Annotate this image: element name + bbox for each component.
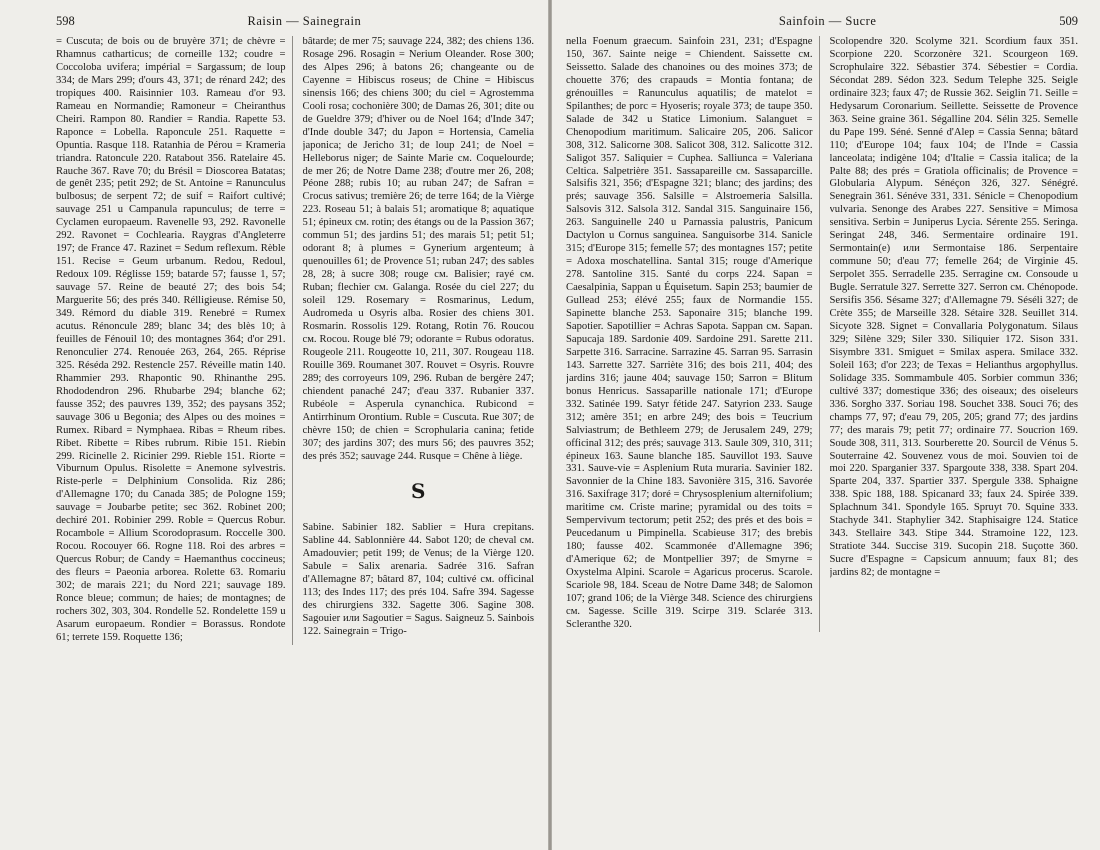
- right-page-header: [566, 14, 1078, 36]
- right-running-title: Sainfoin — Sucre: [778, 14, 877, 28]
- left-column-1: [56, 36, 293, 645]
- left-running-title: Raisin — Sainegrain: [247, 14, 362, 28]
- right-column-1-text: nella Foenum graecum. Sainfoin 231, 231; d'Espagne 150, 367. Sainte neige = Chiendent. Saissette cм. Seissetto. Salade des chanoines ou des moines 373; de chouette 376; des crapauds = Montia fontana; de grénouilles = Ranunculus aquatilis; de matelot = Spilanthes; de porc = Hyoseris; royale 373; de taupe 350. Salade de 342 u Statice Limonium. Salanguet = Chenopodium maritimum. Salicaire 205, 206. Salicor 308, 312. Salicorne 308. Salicot 308, 312. Salicotte 312. Saligot 357. Saliquier = Cuphea. Salliunca = Valeriana Celtica. Salpetrière 351. Sassapareille cм. Sassaparcille. Salsifis 321, 356; d'Espagne 321; blanc; des jardins; des prés; sauvage 356. Salsille = Alstroemeria Salsilla. Salsovis 312. Salsola 312. Sandal 315. Sanguinaire 156, 263. Sanguinelle 240 u Parnassia palustris, Panicum Dactylon u Cornus sanguinea. Sanguisorbe 314. Sanicle 315; d'Europe 315; femelle 57; des montagnes 157; petite = Adoxa moschatellina. Santal 315; rouge d'Amerique 278. Santoline 315. Santé du corps 224. Sapan = Caesalpinia, Sappan u Équisetum. Sapin 253; baumier de Gullead 253; élévé 255; faux de Normandie 155. Sapinette blanche 253. Saponaire 315; blanche 199. Sapotier. Sapotillier = Achras Sapota. Sappan cм. Sapan. Sapucaja 189. Sardonie 409. Sardoine 291. Sarette 211. Sarpette 316. Sarracine. Sarrazine 45. Sarran 95. Sarrasin 143. Sarrette 327. Sarriète 316; des bois 211, 404; des jardins 316; jaune 404; sauvage 150; Sarron = Blitum bonus Henricus. Sassaparille nationale 171; d'Europe 332. Satinée 199. Satyr fétide 247. Satyrion 233. Sauge 312; amère 351; en arbre 249; des bois = Teucrium Salviastrum; de Bethleem 279; de Jerusalem 249, 279; officinal 312; des prés; sauvage 313. Saule 309, 310, 311; épineux 163. Saune blanche 185. Sauvillot 193. Sauve 331. Sauve-vie = Asplenium Ruta muraria. Savinier 182. Savonnier de la Chine 183. Savonière 315, 316. Savorée 316. Saxifrage 317; doré = Chrysosplenium alternifolium; maritime cм. Criste marine; pyramidal ou des toits = Sempervivum tectorum; petit 252; des prés et des bois = Peucedanum u Pimpinella. Scabieuse 317; des brebis 180; fausse 402. Scammonée d'Allemagne 396; d'Amerique 62; de Montpellier 397; de Smyrne = Oxystelma Alpini. Scarole = Agaricus procerus. Scarole. Scariole 98, 184. Sceau de Notre Dame 348; de Salomon 107; grand 106; de la Vièrge 348. Science des chirurgiens cм. Sagesse. Scille 319. Scirpe 319. Sclarée 313. Scleranthe 320.: [566, 36, 813, 630]
- left-column-2: [303, 36, 534, 645]
- left-page: [0, 0, 548, 850]
- right-page-number: 509: [1059, 14, 1078, 28]
- left-page-number: 598: [56, 14, 75, 28]
- right-page: [552, 0, 1100, 850]
- section-letter-heading: S: [411, 479, 426, 504]
- left-column-1-text: = Cuscuta; de bois ou de bruyère 371; de chèvre = Rhamnus catharticus; de corneille 132; coudre = Coccoloba uvifera; impérial = Sargassum; de loup 334; de Mars 299; d'ours 43, 371; de rénard 242; des tropiques 400. Raisinnier 103. Rameau d'or 93. Rameau en Normandie; Ramoneur = Cheiranthus Cheiri. Rampon 80. Randier = Randia. Rapette 53. Raponce = Lobella. Raponcule 251. Raquette = Opuntia. Rasque 118. Ratanhia de Pérou = Krameria triandra. Ratoncule 220. Ratabout 356. Ratelaire 45. Rauche 367. Rave 70; du Brésil = Dioscorea Batatas; de genêt 235; petit 292; de St. Antoine = Ranunculus bulbosus; de serpent 72; de suif = Raifort cultivé; sauvage 251 u Campanula rapunculus; de terre = Cyclamen europaeum. Ravenelle 93, 292. Ravonelle 292. Ravonet = Cochlearia. Raygras d'Angleterre 197; de France 47. Razinet = Sedum reflexum. Rèble 151. Recise = Geum urbanum. Redou, Redoul, Redoux 109. Réglisse 159; batarde 57; fausse 1, 57; sauvage 57. Reine de beauté 27; des bois 54; Marguerite 56; des prés 340. Rélligieuse. Rémise 50, 349. Rémord du diable 319. Renebré = Rumex acutus. Rénoncule 289; blanc 34; des blès 10; à feuilles de Fénouil 10; des montagnes 364; d'or 291. Renonculier 274. Renouée 263, 264, 265. Réprise 325. Réséda 292. Restencle 257. Réveille matin 140. Rhammier 293. Rhapontic 90. Rhinanthe 295. Rhododendron 296. Rhubarbe 294; blanche 62; fausse 352; des pauvres 139, 352; des paysans 352; sauvage 306 u Begonia; des Alpes ou des moines = Rumex. Ribard = Nymphaea. Ribas = Rheum ribes. Ribet. Ribette = Ribes rubrum. Ribie 151. Riebin 299. Ricinelle 2. Ricinier 299. Rieble 151. Riorte = Viburnum Opulus. Risolette = Anemone sylvestris. Riste-perle = Delphinium Consolida. Riz 286; d'Allemagne 170; du Canada 385; de Pologne 159; sauvage = Joubarbe petite; sec 362. Robinet 200; dechiré 201. Robinier 299. Roble = Quercus Robur. Rocambole = Allium Scorodoprasum. Roccelle 300. Rocou. Rocouyer 66. Rogne 118. Roi des arbres = Quercus Robur; de Candy = Haemanthus coccineus; des fleurs = Paeonia arborea. Rolette 63. Romariu 302; de marais 221; du Nord 221; sauvage 189. Ronce bleue; commun; de haies; de montagnes; de rochers 302, 303, 304. Rondelle 52. Rondelette 159 u Asarum europaeum. Rondier = Borassus. Rondote 61; terrete 159. Roquette 136;: [56, 36, 286, 643]
- left-page-header: [56, 14, 534, 36]
- left-page-columns: [56, 36, 534, 645]
- right-page-columns: [566, 36, 1078, 632]
- right-column-2: [830, 36, 1079, 632]
- right-column-2-text: Scolopendre 320. Scolyme 321. Scordium faux 351. Scorpione 220. Scorzonère 321. Scourgeon 169. Scrophulaire 322. Sébastier 374. Sébestier = Cordia. Sécondat 289. Sédon 323. Sedum Telephe 325. Seigle ordinaire 323; faux 47; de Russie 362. Seiglin 71. Seille = Hedysarum Coronarium. Seillette. Seissette de Provence 363. Seine graine 361. Ségalline 204. Sélin 325. Semelle du Pape 199. Séné. Senné d'Alep = Cassia Senna; bâtard 110; d'Europe 104; faux 104; de l'Inde = Cassia lanceolata; indigène 104; d'Italie = Cassia italica; de la Palte 88; des prés = Gratiola officinalis; de Provence = Globularia Alypum. Sénéçon 326, 327. Sénégré. Senegrain 361. Sénéve 331, 331. Sénicle = Chenopodium vulvaria. Senonge des Arabes 227. Sensitive = Mimosa sensitiva. Serbin = Juniperus Lycia. Sérente 255. Seringa. Seringat 248, 346. Sermentaire ordinaire 191. Sermontain(e) или Sermontaise 186. Serpentaire commune 50; d'eau 77; femelle 264; de Virginie 45. Serpolet 355. Serradelle 235. Serragine cм. Consoude u Bugle. Serratule 327. Serrette 327. Serron cм. Chénopode. Sersifis 356. Sésame 327; d'Allemagne 79. Séséli 327; de Crète 355; de Marseille 328. Sétaire 328. Seuillet 314. Sicyote 328. Signet = Convallaria Polygonatum. Silaus 329; Silène 329; Siler 330. Siliquier 172. Sison 331. Sisymbre 331. Smiguet = Smilax aspera. Smilace 332. Soleil 163; d'or 223; de Texas = Helianthus argophyllus. Solidage 335. Sommambule 405. Sorbier commun 336; cultivé 337; domestique 336; des oiseaux; des oiseleurs 336. Sorgho 337. Soriau 198. Souchet 338. Souci 76; des champs 77, 97; d'eau 79, 205, 205; grand 77; des jardins 77; des marais 79; petit 77; ordinaire 77. Soucrion 169. Soude 308, 311, 313. Sourberette 20. Sourcil de Vénus 5. Souterraine 42. Souvenez vous de moi. Souvien toi de moi 220. Sparganier 337. Spargoute 338, 338. Spart 204. Sparte 204, 337. Spartier 337. Spergule 338. Sphaigne 338. Spic 188, 188. Spicanard 33; faux 24. Spirée 339. Splachnum 341. Spondyle 165. Spruyt 70. Squine 333. Stachyde 341. Staphylier 342. Staphisaigre 124. Statice 343. Stellaire 343. Stipe 344. Stramoine 122, 123. Stratiote 344. Succise 319. Sucopin 218. Suçotte 360. Sucre d'Espagne = Capsicum annuum; faux 81; des jardins 82; de montagne =: [829, 36, 1078, 579]
- right-column-1: [566, 36, 820, 632]
- left-column-2-text: bâtarde; de mer 75; sauvage 224, 382; des chiens 136. Rosage 296. Rosagin = Nerium Oleander. Rose 300; des Alpes 296; à batons 26; changeante ou de Cayenne = Hibiscus roseus; de Chine = Hibiscus sinensis 166; des chiens 300; du ciel = Agrostemma Cooli rosa; cochonière 300; de Damas 26, 301; dite ou de Gueldre 379; d'hiver ou de Noel 164; d'Inde 347; d'Inde double 347; du Japon = Hortensia, Camelia japonica; de Jericho 31; de loup 241; de Noel = Helleborus niger; de Sainte Marie cм. Coquelourde; de mer 26; de Notre Dame 238; d'outre mer 26, 208; Péone 288; rubis 10; au ruban 247; de Safran = Crocus sativus; tremière 26; de terre 164; de la Vièrge 223. Roseau 51; à balais 51; aromatique 8; aquatique 51; épineux cм. rotin; des étangs ou de la Passion 367; commun 51; des jardins 51; des marais 51; petit 51; odorant 8; à plumes = Gynerium argenteum; à quenouilles 61; de Provence 51; ruban 247; des sables 28, 28; à sucre 308; rouge cм. Balisier; rayé cм. Ruban; flechier cм. Galanga. Rosée du ciel 227; du soleil 129. Rosemary = Rosmarinus, Ledum, Audromeda u Osyris alba. Rosier des chiens 301. Rosmarin. Rossolis 129. Rotang, Rotin 76. Roucou cм. Rocou. Rouge blé 79; odorante = Rubus odoratus. Rougeole 211. Rougeotte 10, 211, 307. Rougeau 118. Rouille 369. Roumanet 307. Rouvet = Osyris. Rouvre 289; des corroyeurs 109, 296. Ruban de bergère 247; chiendent panaché 247; d'eau 337. Rubanier 337. Rubéole = Asperula cynanchica. Rubicond = Antirrhinum Orontium. Ruble = Cuscuta. Rue 307; de chèvre 150; de chien = Scrophularia canina; fetide 307; des jardins 307; des murs 56; des pauvres 352; des prés 352; sauvage 244. Rusque = Chêne à liège.: [302, 36, 534, 462]
- left-column-2-section-text: Sabine. Sabinier 182. Sablier = Hura crepitans. Sabline 44. Sablonnière 44. Sabot 120; de cheval cм. Amadouvier; petit 199; de Venus; de la Vièrge 120. Sabule = Salix arenaria. Sadrée 316. Safran d'Allemagne 87; bâtard 87, 104; cultivé cм. officinal 113; des Indes 117; des prés 104. Safre 394. Sagesse des chirurgiens 332. Sagette 306. Sagine 308. Sagouier или Sagoutier = Sagus. Saigneuz 5. Sainbois 122. Sainegrain = Trigo-: [302, 522, 534, 638]
